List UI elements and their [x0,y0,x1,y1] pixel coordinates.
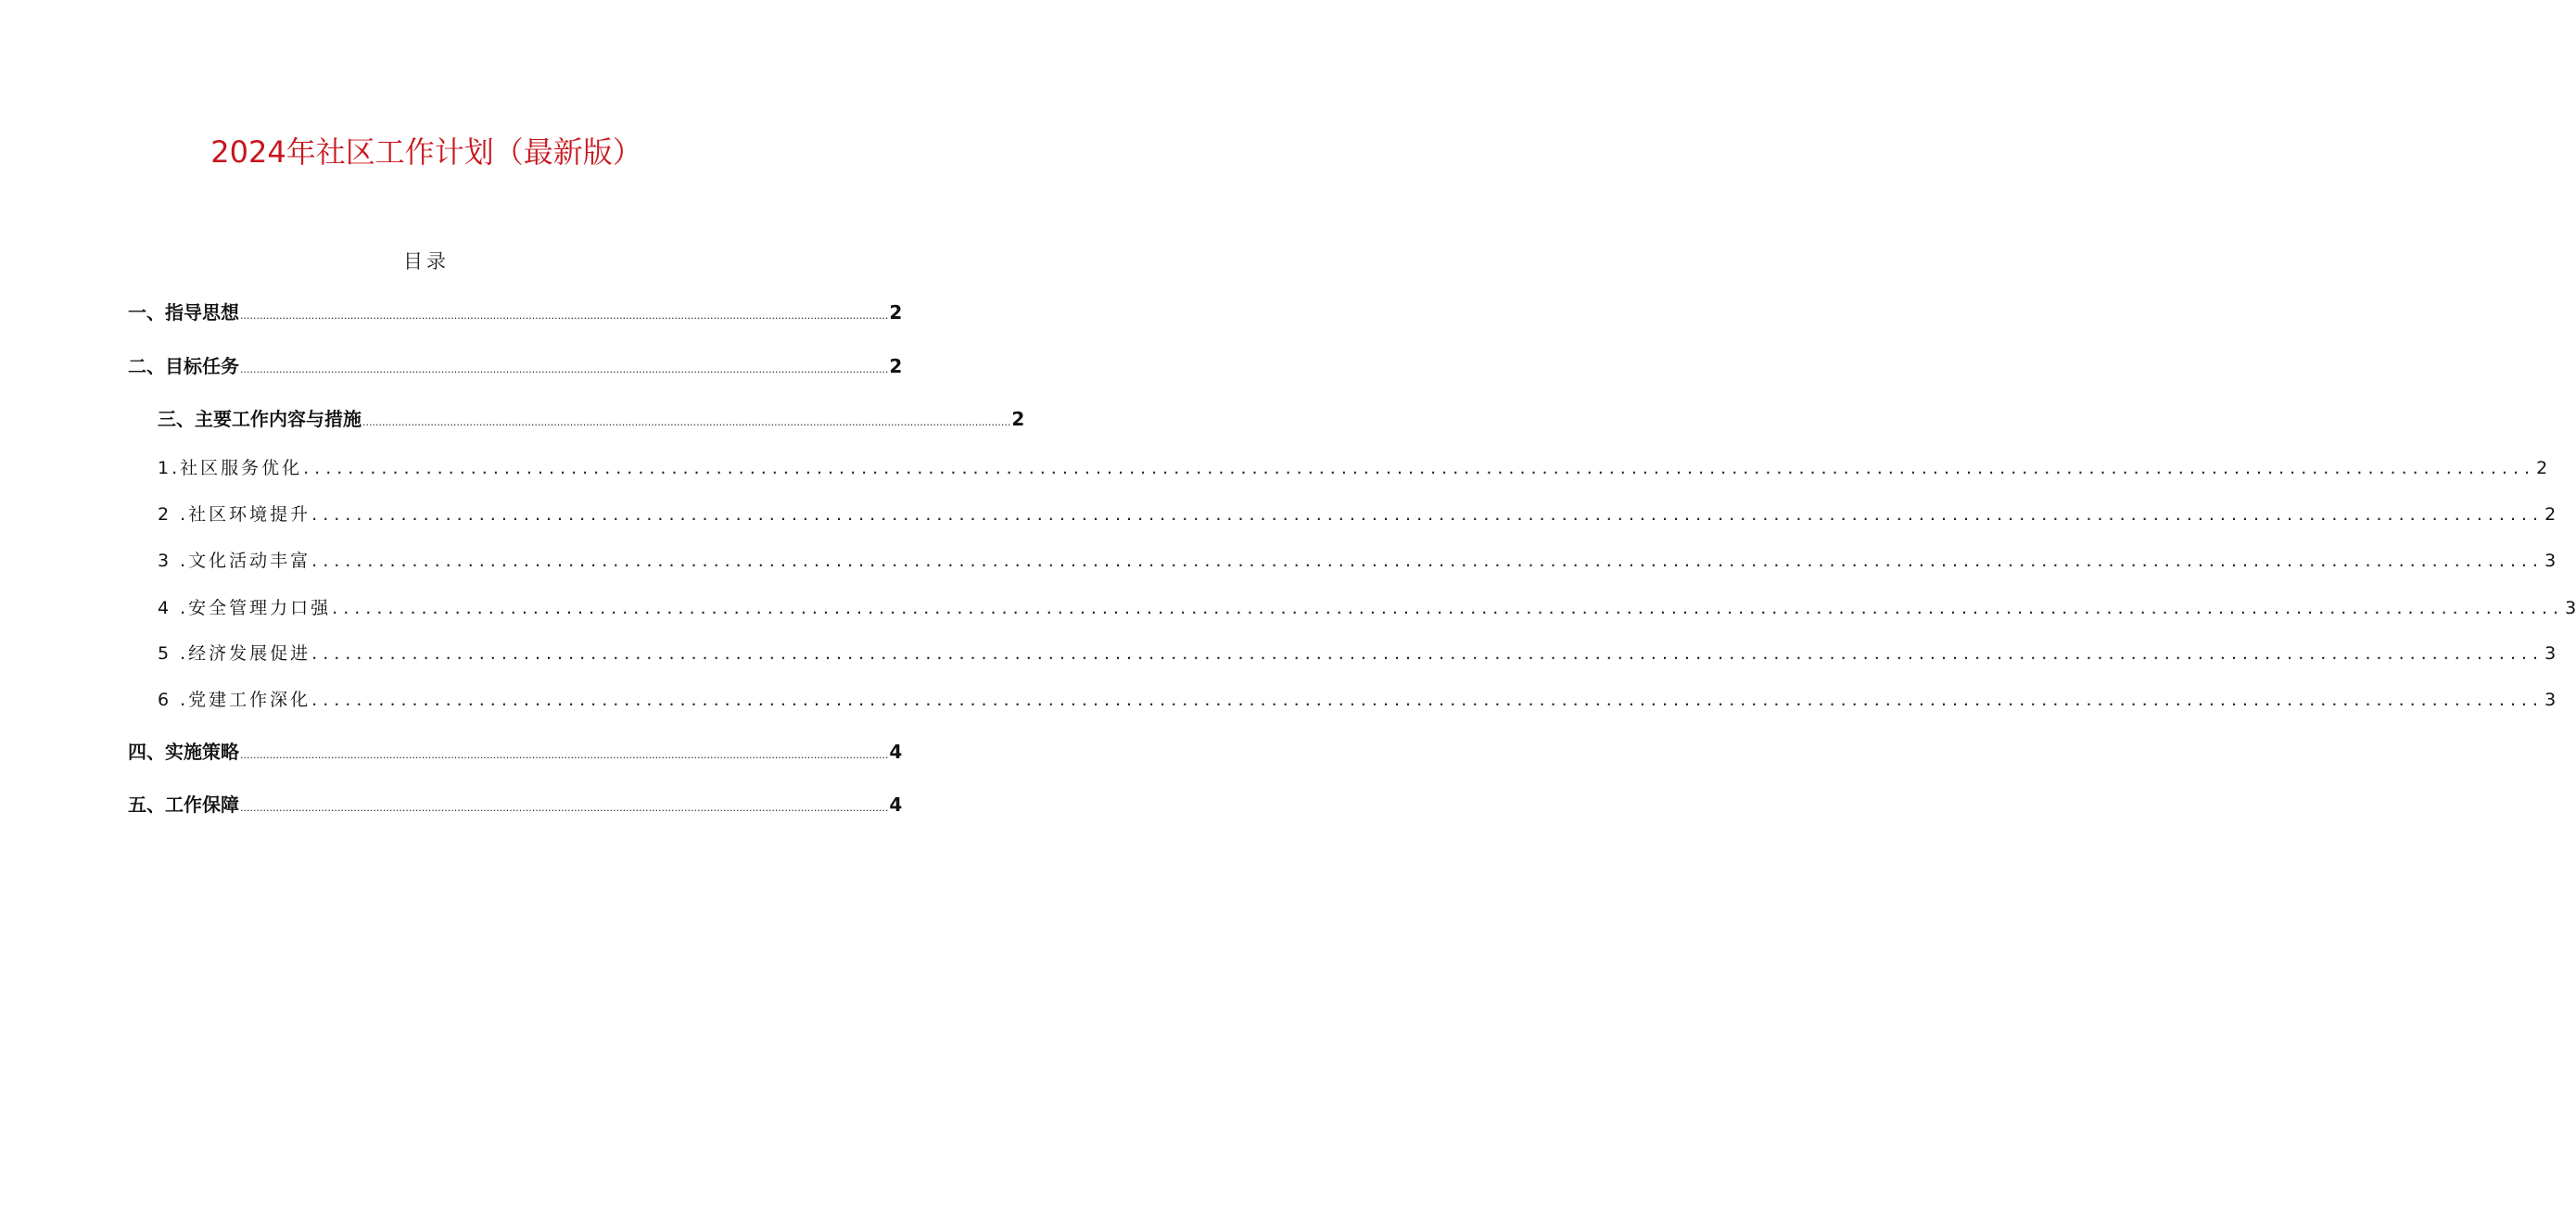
toc-entry[interactable] [158,501,2557,528]
toc-dot-leader: ........................................................................................................................................................................................................ [240,310,889,322]
toc-entry-label: 6 .党建工作深化 [158,690,311,710]
document-title: 2024年社区工作计划（最新版） [210,134,642,170]
toc-entry[interactable] [158,686,2557,714]
toc-dot-leader: ........................................................................................................................................................................................................ [311,690,2544,710]
toc-entry-label: 三、主要工作内容与措施 [158,408,362,430]
toc-dot-leader: ........................................................................................................................................................................................................ [303,458,2536,478]
toc-entry[interactable] [128,298,903,326]
toc-entry-page: 2 [889,355,903,377]
toc-entry-page: 4 [889,741,903,763]
toc-entry-page: 2 [2536,458,2548,478]
toc-entry-label: 1.社区服务优化 [158,458,303,478]
toc-entry-label: 3 .文化活动丰富 [158,551,311,571]
toc-entry-page: 2 [889,301,903,324]
toc-entry[interactable] [158,594,2576,622]
toc-entry[interactable] [128,352,903,380]
toc-entry-page: 2 [1011,408,1025,430]
toc-entry[interactable] [158,454,2548,482]
toc-dot-leader: ........................................................................................................................................................................................................ [311,643,2544,664]
toc-entry-label: 一、指导思想 [128,301,239,324]
toc-dot-leader: ........................................................................................................................................................................................................ [240,749,889,761]
toc-dot-leader: ........................................................................................................................................................................................................ [362,416,1011,428]
toc-entry-label: 4 .安全管理力口强 [158,598,332,618]
toc-dot-leader: ........................................................................................................................................................................................................ [240,363,889,375]
toc-heading: 目录 [403,250,450,273]
toc-entry[interactable] [128,791,903,819]
toc-entry[interactable] [158,547,2557,575]
toc-entry-page: 3 [2565,598,2576,618]
toc-entry-page: 2 [2544,504,2557,525]
toc-dot-leader: ........................................................................................................................................................................................................ [240,802,889,814]
toc-entry[interactable] [128,738,903,766]
toc-dot-leader: ........................................................................................................................................................................................................ [332,598,2565,618]
toc-entry-page: 3 [2544,643,2557,664]
toc-dot-leader: ........................................................................................................................................................................................................ [311,504,2544,525]
toc-entry-label: 二、目标任务 [128,355,239,377]
toc-dot-leader: ........................................................................................................................................................................................................ [311,551,2544,571]
toc-entry[interactable] [158,405,1025,433]
toc-entry-label: 5 .经济发展促进 [158,643,311,664]
toc-entry-page: 4 [889,793,903,816]
toc-entry-page: 3 [2544,551,2557,571]
toc-entry-label: 五、工作保障 [128,793,239,816]
toc-entry-label: 2 .社区环境提升 [158,504,311,525]
toc-entry-page: 3 [2544,690,2557,710]
toc-entry-label: 四、实施策略 [128,741,239,763]
toc-entry[interactable] [158,640,2557,667]
